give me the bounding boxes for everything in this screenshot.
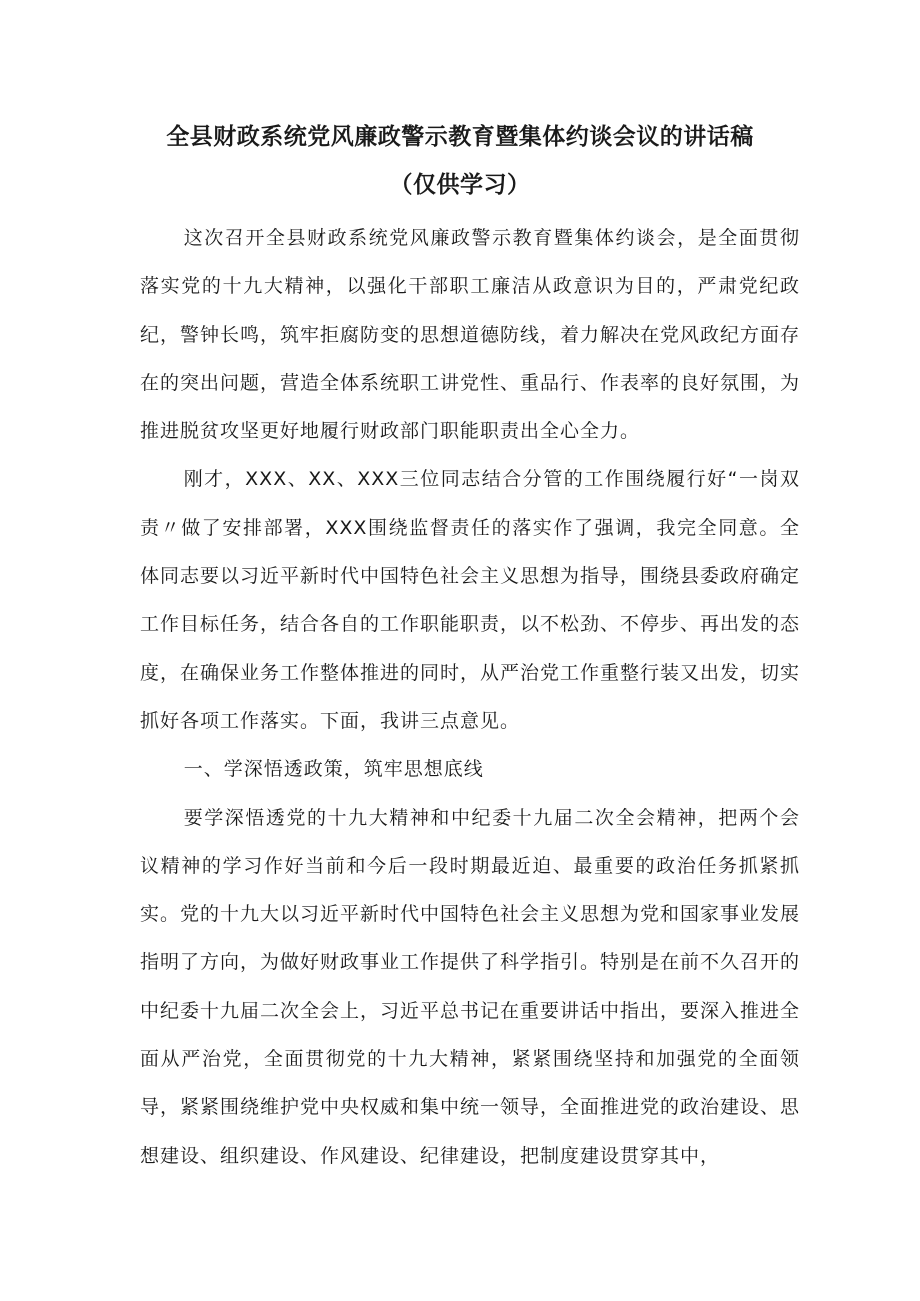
document-subtitle: （仅供学习） (389, 172, 531, 198)
paragraph-intro: 这次召开全县财政系统党风廉政警示教育暨集体约谈会，是全面贯彻落实党的十九大精神，以强化干部职工廉洁从政意识为目的，严肃党纪政纪，警钟长鸣，筑牢拒腐防变的思想道德防线，着力解决在党风政纪方面存在的突出问题，营造全体系统职工讲党性、重品行、作表率的良好氛围，为推进脱贫攻坚更好地履行财政部门职能职责出全心全力。 (140, 227, 801, 443)
document-title: 全县财政系统党风廉政警示教育暨集体约谈会议的讲话稿 (166, 124, 754, 150)
document-body (140, 214, 800, 1180)
paragraph-section-1: 要学深悟透党的十九大精神和中纪委十九届二次全会精神，把两个会议精神的学习作好当前和今后一段时期最近迫、最重要的政治任务抓紧抓实。党的十九大以习近平新时代中国特色社会主义思想为党和国家事业发展指明了方向，为做好财政事业工作提供了科学指引。特别是在前不久召开的中纪委十九届二次全会上，习近平总书记在重要讲话中指出，要深入推进全面从严治党，全面贯彻党的十九大精神，紧紧围绕坚持和加强党的全面领导，紧紧围绕维护党中央权威和集中统一领导，全面推进党的政治建设、思想建设、组织建设、作风建设、纪律建设，把制度建设贯穿其中， (140, 806, 801, 1167)
paragraph-opinions: 刚才，XXX、XX、XXX三位同志结合分管的工作围绕履行好“一岗双责〃做了安排部署，XXX围绕监督责任的落实作了强调，我完全同意。全体同志要以习近平新时代中国特色社会主义思想为指导，围绕县委政府确定工作目标任务，结合各自的工作职能职责，以不松劲、不停步、再出发的态度，在确保业务工作整体推进的同时，从严治党工作重整行装又出发，切实抓好各项工作落实。下面，我讲三点意见。 (140, 468, 801, 732)
section-heading-1: 一、学深悟透政策，筑牢思想底线 (183, 758, 484, 781)
